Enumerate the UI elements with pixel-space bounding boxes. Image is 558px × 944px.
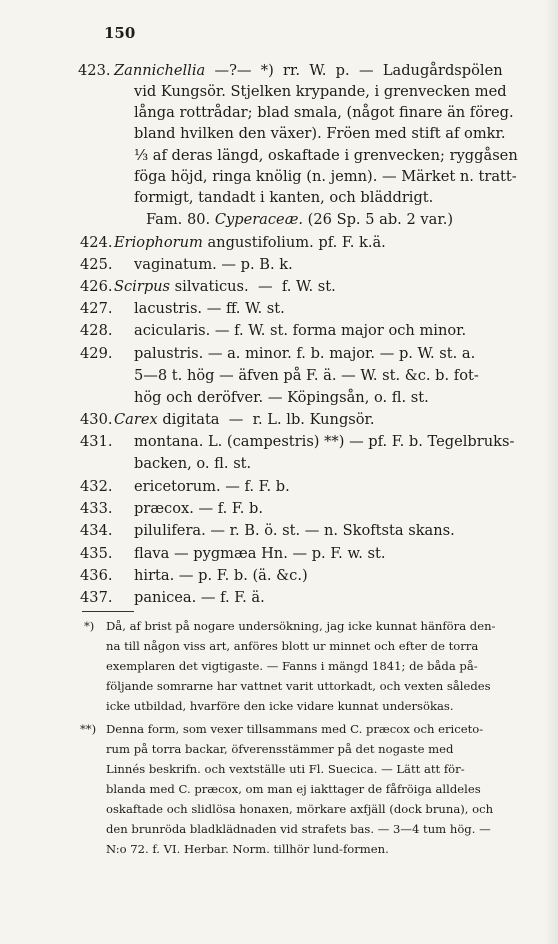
entry-line: præcox. — f. F. b. [134, 500, 264, 517]
entry-line-formatted: Zannichellia —?— *) rr. W. p. — Ladugårdspölen [114, 62, 503, 79]
entry-line: långa rottrådar; blad smala, (något finare än föreg. [134, 104, 514, 121]
entry-line: flava — pygmæa Hn. — p. F. w. st. [134, 545, 386, 562]
entry-line: acicularis. — f. W. st. forma major och minor. [134, 322, 467, 339]
footnote-line: den brunröda bladklädnaden vid strafets bas. — 3—4 tum hög. — [106, 822, 491, 836]
entry-number: 437. [80, 589, 113, 606]
entry-number: 426. [80, 278, 113, 295]
entry-number: 428. [80, 322, 113, 339]
entry-line: ⅓ af deras längd, oskaftade i grenvecken; ryggåsen [134, 147, 518, 164]
entry-line: Carex digitata — r. L. lb. Kungsör. [114, 411, 375, 428]
entry-line: panicea. — f. F. ä. [134, 589, 265, 606]
entry-line: ericetorum. — f. F. b. [134, 478, 290, 495]
entry-line: formigt, tandadt i kanten, och bläddrigt. [134, 189, 434, 206]
entry-number: 434. [80, 522, 113, 539]
entry-number: 429. [80, 345, 113, 362]
entry-number: 424. [80, 234, 113, 251]
entry-line: hirta. — p. F. b. (ä. &c.) [134, 567, 308, 584]
entry-number: 432. [80, 478, 113, 495]
entry-line: föga höjd, ringa knölig (n. jemn). — Märket n. tratt- [134, 168, 517, 185]
entry-number: 430. [80, 411, 113, 428]
entry-line: vaginatum. — p. B. k. [134, 256, 293, 273]
page-number: 150 [104, 24, 136, 42]
entry-line: palustris. — a. minor. f. b. major. — p. W. st. a. [134, 345, 476, 362]
entry-line: backen, o. fl. st. [134, 455, 252, 472]
family-heading: Fam. 80. Cyperaceæ. (26 Sp. 5 ab. 2 var.) [146, 211, 454, 228]
footnote-line: blanda med C. præcox, om man ej iakttager de fåfröiga alldeles [106, 782, 481, 796]
footnote-line: Då, af brist på nogare undersökning, jag icke kunnat hänföra den- [106, 619, 496, 633]
footnote-line: rum på torra backar, öfverensstämmer på det nogaste med [106, 742, 454, 756]
footnote-mark: **) [80, 722, 97, 736]
page-edge-shadow [544, 0, 558, 944]
footnote-line: oskaftade och slidlösa honaxen, mörkare axfjäll (dock bruna), och [106, 802, 494, 816]
footnote-line: exemplaren det vigtigaste. — Fanns i mängd 1841; de båda på- [106, 659, 478, 673]
entry-line: Scirpus silvaticus. — f. W. st. [114, 278, 336, 295]
entry-line: hög och deröfver. — Köpingsån, o. fl. st. [134, 389, 429, 406]
entry-number: 425. [80, 256, 113, 273]
entry-number: 423. [78, 62, 111, 79]
footnote-line: na till någon viss art, anföres blott ur minnet och efter de torra [106, 639, 479, 653]
entry-number: 427. [80, 300, 113, 317]
entry-number: 435. [80, 545, 113, 562]
footnote-mark: *) [84, 619, 95, 633]
entry-number: 431. [80, 433, 113, 450]
entry-line: pilulifera. — r. B. ö. st. — n. Skoftsta skans. [134, 522, 455, 539]
entry-line: bland hvilken den växer). Fröen med stift af omkr. [134, 125, 506, 142]
entry-number: 433. [80, 500, 113, 517]
footnote-line: icke utbildad, hvarföre den icke vidare kunnat undersökas. [106, 699, 454, 713]
footnote-line: N:o 72. f. VI. Herbar. Norm. tillhör lund-formen. [106, 842, 389, 856]
entry-line: vid Kungsör. Stjelken krypande, i grenvecken med [134, 83, 507, 100]
entry-line: montana. L. (campestris) **) — pf. F. b. Tegelbruks- [134, 433, 515, 450]
footnote-rule [82, 611, 134, 612]
footnote-line: följande somrarne har vattnet varit uttorkadt, och vexten således [106, 679, 491, 693]
footnote-line: Linnés beskrifn. och vextställe uti Fl. Suecica. — Lätt att för- [106, 762, 465, 776]
entry-line: Eriophorum angustifolium. pf. F. k.ä. [114, 234, 386, 251]
entry-number: 436. [80, 567, 113, 584]
footnote-line: Denna form, som vexer tillsammans med C. præcox och ericeto- [106, 722, 484, 736]
entry-line: lacustris. — ff. W. st. [134, 300, 285, 317]
entry-line: 5—8 t. hög — äfven på F. ä. — W. st. &c. b. fot- [134, 367, 479, 384]
